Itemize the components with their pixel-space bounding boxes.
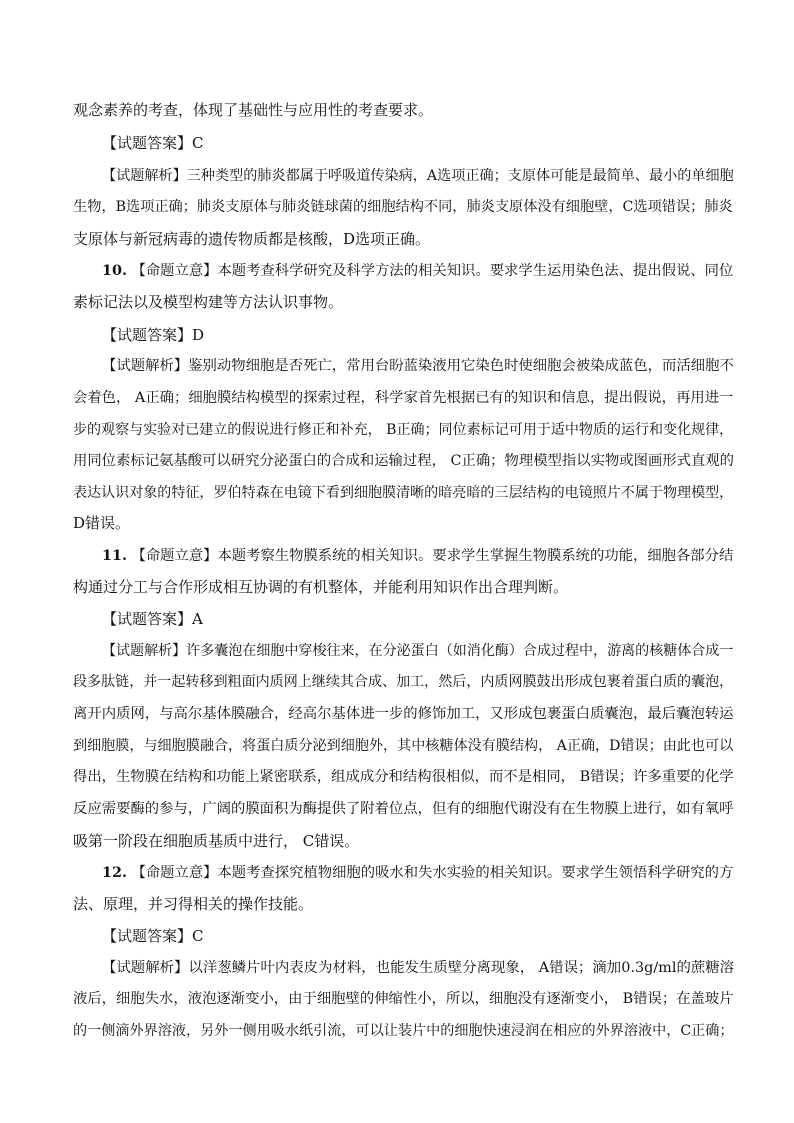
- question-intent: 【命题立意】本题考查探究植物细胞的吸水和失水实验的相关知识。要求学生领悟科学研究的方: [131, 865, 734, 881]
- paragraph-line: 到细胞膜，与细胞膜融合，将蛋白质分泌到细胞外，其中核糖体没有膜结构， A正确，D错误；由此也可以: [73, 738, 734, 754]
- answer-line: 【试题答案】A: [102, 610, 203, 628]
- paragraph-line: 生物，B选项正确；肺炎支原体与肺炎链球菌的细胞结构不同，肺炎支原体没有细胞壁，C选项错误；肺炎: [73, 199, 733, 215]
- analysis-line: 【试题解析】三种类型的肺炎都属于呼吸道传染病，A选项正确；支原体可能是最简单、最小的单细胞: [102, 168, 734, 184]
- answer-line: 【试题答案】D: [102, 326, 205, 344]
- paragraph-line: 吸第一阶段在细胞质基质中进行， C错误。: [73, 832, 360, 850]
- paragraph-line: 用同位素标记氨基酸可以研究分泌蛋白的合成和运输过程， C正确；物理模型指以实物或图画形式直观的: [73, 453, 735, 469]
- paragraph-line: 素标记法以及模型构建等方法认识事物。: [73, 293, 344, 311]
- question-number: 11.: [102, 548, 127, 564]
- paragraph-line: 得出，生物膜在结构和功能上紧密联系，组成成分和结构很相似，而不是相同， B错误；许多重要的化学: [73, 769, 734, 785]
- paragraph-line: D错误。: [73, 514, 131, 532]
- paragraph-line: 构通过分工与合作形成相互协调的有机整体，并能利用知识作出合理判断。: [73, 578, 569, 596]
- analysis-line: 【试题解析】鉴别动物细胞是否死亡，常用台盼蓝染液用它染色时使细胞会被染成蓝色，而活细胞不: [102, 358, 734, 374]
- paragraph-line: 离开内质网，与高尔基体膜融合，经高尔基体进一步的修饰加工，又形成包裹蛋白质囊泡，最后囊泡转运: [73, 706, 734, 722]
- paragraph-line: 液后，细胞失水，液泡逐渐变小，由于细胞壁的伸缩性小，所以，细胞没有逐渐变小， B错误；在盖玻片: [73, 991, 734, 1007]
- question-intent: 【命题立意】本题考察生物膜系统的相关知识。要求学生掌握生物膜系统的功能，细胞各部分结: [131, 548, 734, 564]
- paragraph-line: 法、原理，并习得相关的操作技能。: [73, 895, 314, 913]
- question-number: 10.: [102, 263, 127, 279]
- paragraph-line: 支原体与新冠病毒的遗传物质都是核酸，D选项正确。: [73, 230, 431, 248]
- paragraph-line: 反应需要酶的参与，广阔的膜面积为酶提供了附着位点，但有的细胞代谢没有在生物膜上进行，如有氧呼: [73, 801, 734, 817]
- paragraph-line: 表达认识对象的特征，罗伯特森在电镜下看到细胞膜清晰的暗亮暗的三层结构的电镜照片不属于物理模型，: [73, 485, 734, 501]
- question-number: 12.: [102, 865, 127, 881]
- paragraph-line: 观念素养的考查，体现了基础性与应用性的考查要求。: [73, 101, 434, 119]
- question-10-line: [102, 261, 733, 281]
- paragraph-line: 段多肽链，并一起转移到粗面内质网上继续其合成、加工，然后，内质网膜鼓出形成包裹着蛋白质的囊泡，: [73, 674, 734, 690]
- question-intent: 【命题立意】本题考查科学研究及科学方法的相关知识。要求学生运用染色法、提出假说、同位: [131, 263, 734, 279]
- answer-line: 【试题答案】C: [102, 134, 204, 152]
- answer-line: 【试题答案】C: [102, 927, 204, 945]
- analysis-line: 【试题解析】许多囊泡在细胞中穿梭往来，在分泌蛋白（如消化酶）合成过程中，游离的核糖体合成一: [102, 643, 734, 659]
- analysis-line: 【试题解析】以洋葱鳞片叶内表皮为材料，也能发生质壁分离现象， A错误；滴加0.3g/ml的蔗糖溶: [102, 960, 735, 976]
- paragraph-line: 会着色， A正确；细胞膜结构模型的探索过程，科学家首先根据已有的知识和信息，提出假说，再用进一: [73, 390, 734, 406]
- paragraph-line: 步的观察与实验对已建立的假说进行修正和补充， B正确；同位素标记可用于适中物质的运行和变化规律，: [73, 422, 734, 438]
- question-12-line: [102, 863, 733, 883]
- question-11-line: [102, 546, 733, 566]
- paragraph-line: 的一侧滴外界溶液，另外一侧用吸水纸引流，可以让装片中的细胞快速浸润在相应的外界溶液中，C正确；: [73, 1023, 734, 1039]
